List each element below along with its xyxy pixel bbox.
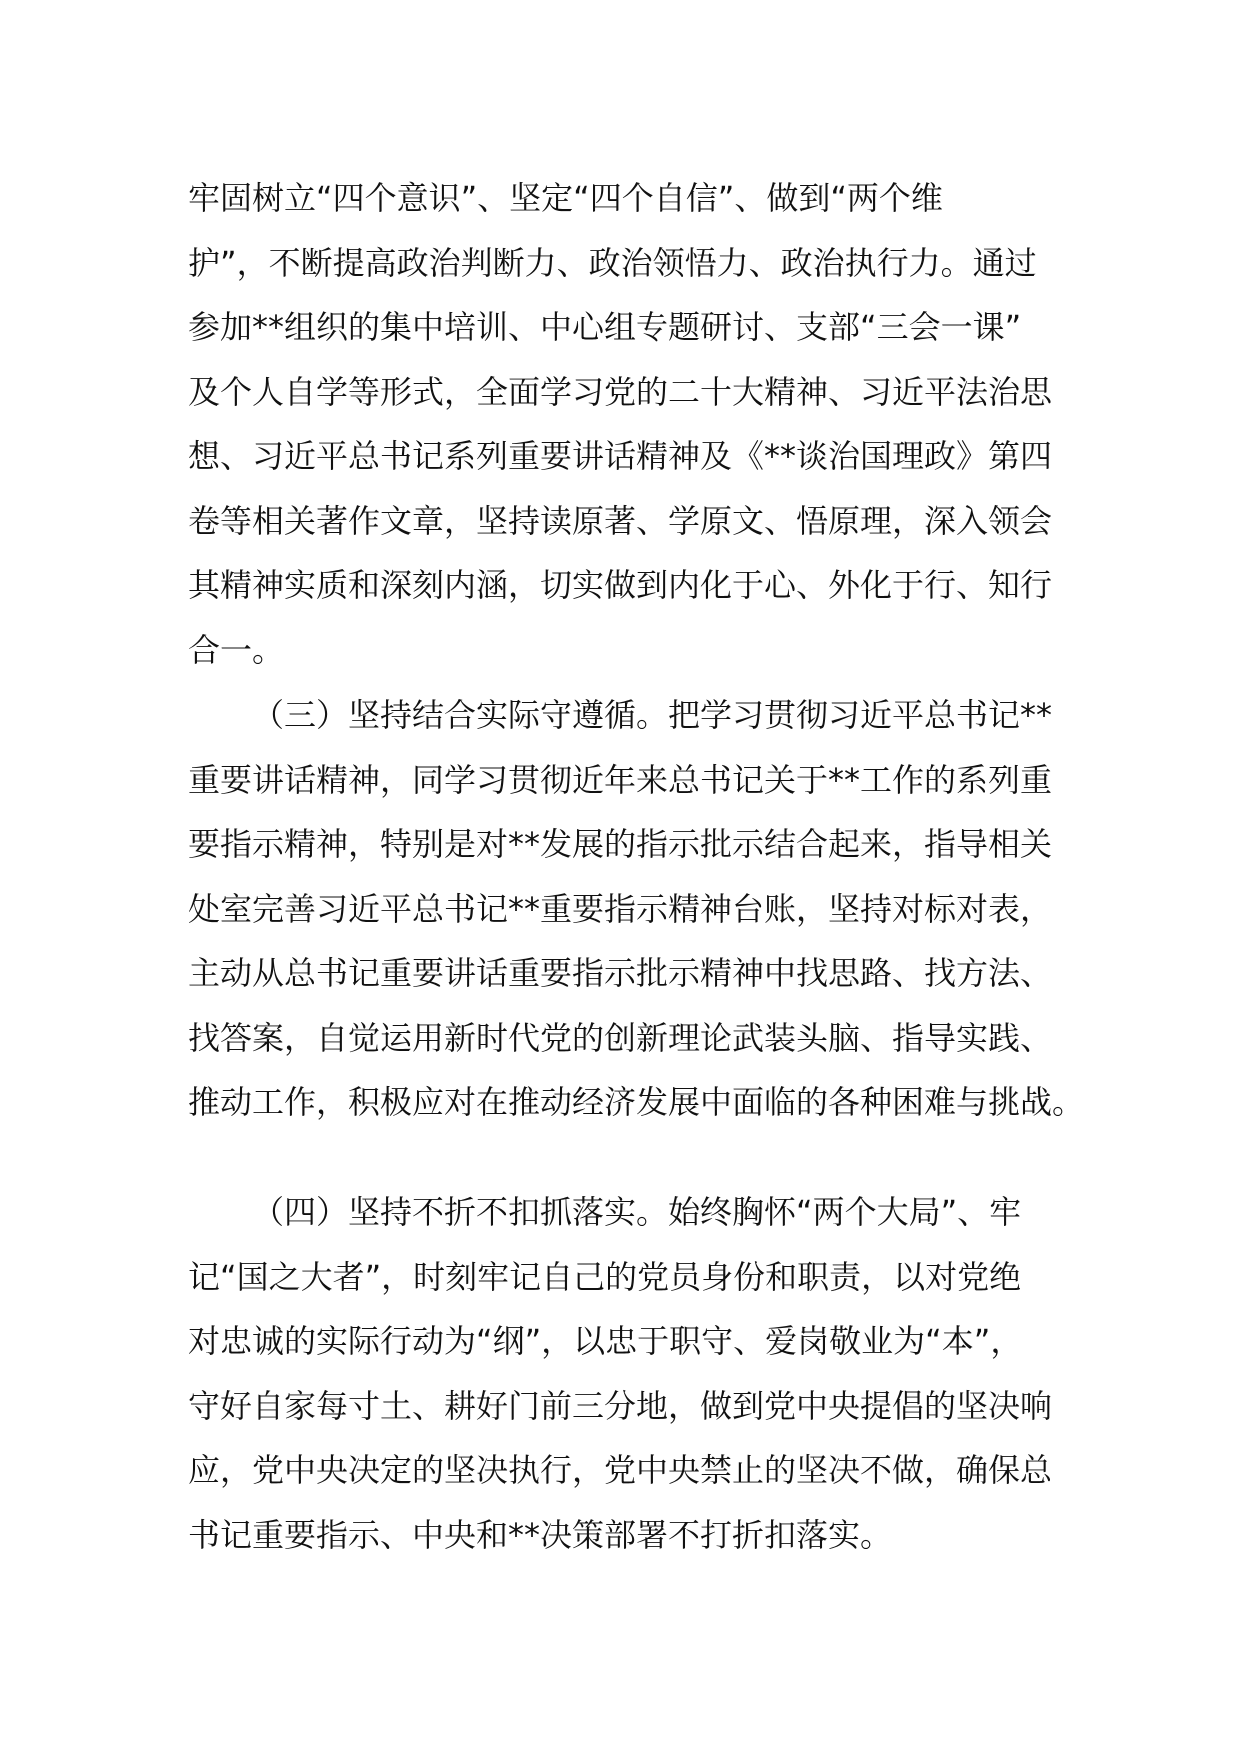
text-line: 对忠诚的实际行动为“纲”，以忠于职守、爱岗敬业为“本”， — [188, 1322, 1023, 1360]
paragraph-section-three — [188, 683, 1085, 1135]
text-line: 记“国之大者”，时刻牢记自己的党员身份和职责，以对党绝 — [188, 1257, 1022, 1296]
text-line: 及个人自学等形式，全面学习党的二十大精神、习近平法治思 — [188, 372, 1053, 411]
text-line: 卷等相关著作文章，坚持读原著、学原文、悟原理，深入领会 — [188, 501, 1053, 540]
text-line: 书记重要指示、中央和**决策部署不打折扣落实。 — [188, 1515, 893, 1554]
text-line: 护”，不断提高政治判断力、政治领悟力、政治执行力。通过 — [188, 243, 1037, 282]
text-line: 重要讲话精神，同学习贯彻近年来总书记关于**工作的系列重 — [188, 760, 1053, 799]
text-line: 处室完善习近平总书记**重要指示精神台账，坚持对标对表， — [188, 889, 1053, 928]
section-heading-line: （四）坚持不折不扣抓落实。始终胸怀“两个大局”、牢 — [252, 1193, 1022, 1231]
text-line: 守好自家每寸土、耕好门前三分地，做到党中央提倡的坚决响 — [188, 1386, 1053, 1425]
text-line: 推动工作，积极应对在推动经济发展中面临的各种困难与挑战。 — [188, 1083, 1085, 1121]
section-heading-line: （三）坚持结合实际守遵循。把学习贯彻习近平总书记** — [252, 696, 1053, 734]
text-line: 合一。 — [188, 630, 285, 669]
paragraph-section-four — [188, 1180, 1068, 1567]
text-line: 要指示精神，特别是对**发展的指示批示结合起来，指导相关 — [188, 825, 1053, 863]
text-line: 想、习近平总书记系列重要讲话精神及《**谈治国理政》第四 — [188, 437, 1053, 475]
paragraph-political-awareness — [188, 166, 1068, 682]
text-line: 参加**组织的集中培训、中心组专题研讨、支部“三会一课” — [188, 308, 1022, 346]
text-line: 牢固树立“四个意识”、坚定“四个自信”、做到“两个维 — [188, 179, 943, 217]
text-line: 找答案，自觉运用新时代党的创新理论武装头脑、指导实践、 — [188, 1018, 1053, 1057]
text-line: 其精神实质和深刻内涵，切实做到内化于心、外化于行、知行 — [188, 566, 1053, 604]
text-line: 主动从总书记重要讲话重要指示批示精神中找思路、找方法、 — [188, 954, 1053, 992]
text-line: 应，党中央决定的坚决执行，党中央禁止的坚决不做，确保总 — [188, 1451, 1053, 1489]
